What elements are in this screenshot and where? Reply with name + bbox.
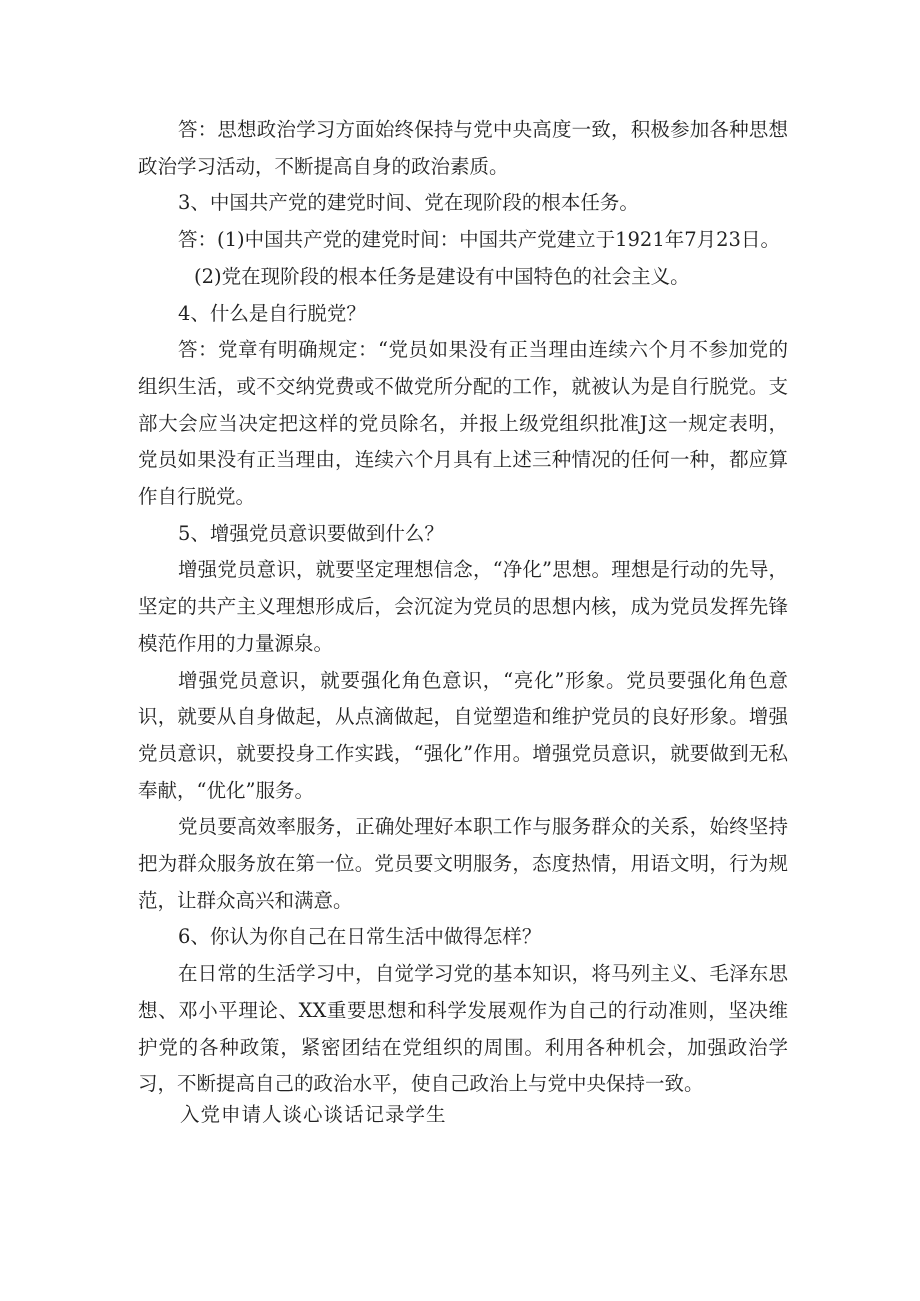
question-3-heading: 3、中国共产党的建党时间、党在现阶段的根本任务。 [178,191,639,215]
answer-5-paragraph-1: 增强党员意识，就要坚定理想信念，“净化”思想。理想是行动的先导，坚定的共产主义理想形成后，会沉淀为党员的思想内核，成为党员发挥先锋模范作用的力量源泉。 [138,558,788,655]
answer-6: 在日常的生活学习中，自觉学习党的基本知识，将马列主义、毛泽东思想、邓小平理论、XX重要思想和科学发展观作为自己的行动准则，坚决维护党的各种政策，紧密团结在党组织的周围。利用各种机会，加强政治学习，不断提高自己的政治水平，使自己政治上与党中央保持一致。 [138,962,788,1096]
section-title: 入党申请人谈心谈话记录学生 [180,1103,447,1126]
answer-political-study: 答：思想政治学习方面始终保持与党中央高度一致，积极参加各种思想政治学习活动，不断提高自身的政治素质。 [138,118,788,178]
answer-3-part-1: 答：(1)中国共产党的建党时间：中国共产党建立于1921年7月23日。 [178,228,780,252]
document-body [138,112,788,1103]
answer-5-paragraph-3: 党员要高效率服务，正确处理好本职工作与服务群众的关系，始终坚持把为群众服务放在第一位。党员要文明服务，态度热情，用语文明，行为规范，让群众高兴和满意。 [138,815,788,912]
question-5-heading: 5、增强党员意识要做到什么？ [178,521,444,545]
question-6-heading: 6、你认为你自己在日常生活中做得怎样？ [178,925,542,949]
answer-4: 答：党章有明确规定：“党员如果没有正当理由连续六个月不参加党的组织生活，或不交纳党费或不做党所分配的工作，就被认为是自行脱党。支部大会应当决定把这样的党员除名，并报上级党组织批准J这一规定表明，党员如果没有正当理由，连续六个月具有上述三种情况的任何一种，都应算作自行脱党。 [138,338,788,509]
question-4-heading: 4、什么是自行脱党？ [178,301,366,325]
answer-3-part-2: (2)党在现阶段的根本任务是建设有中国特色的社会主义。 [194,264,690,288]
answer-5-paragraph-2: 增强党员意识，就要强化角色意识，“亮化”形象。党员要强化角色意识，就要从自身做起，从点滴做起，自觉塑造和维护党员的良好形象。增强党员意识，就要投身工作实践，“强化”作用。增强党员意识，就要做到无私奉献，“优化”服务。 [138,668,788,802]
